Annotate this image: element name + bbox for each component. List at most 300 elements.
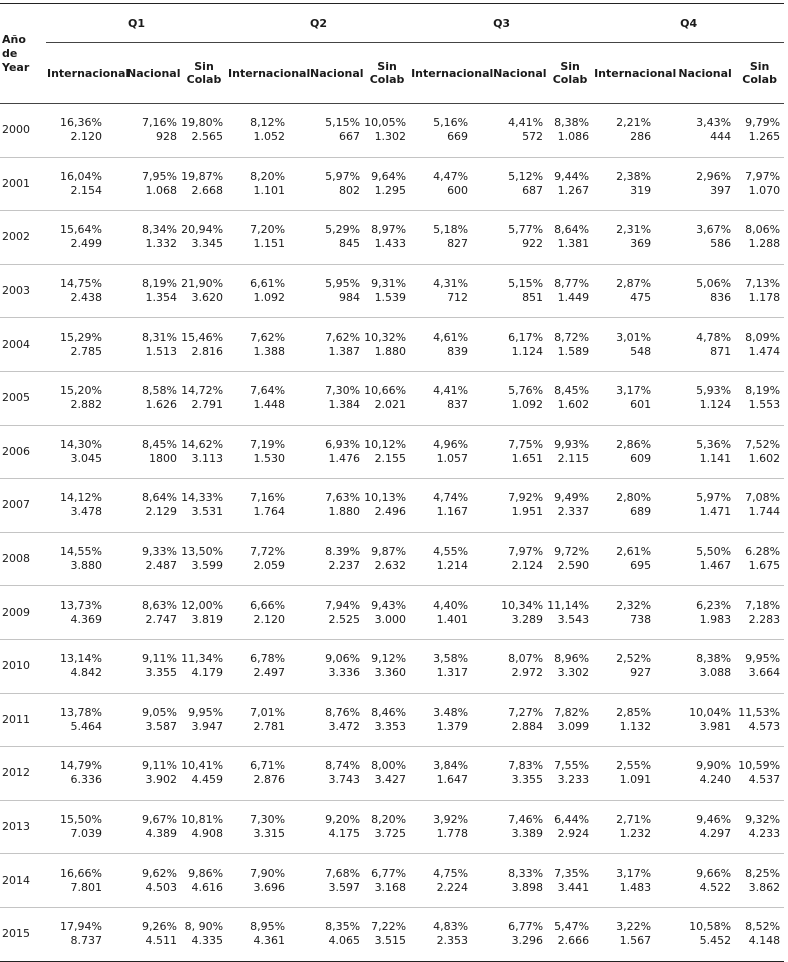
- count-value: 3.336: [328, 666, 361, 680]
- percent-value: 8,25%: [745, 866, 781, 880]
- percent-value: 7,16%: [142, 116, 177, 130]
- count-value: 1.086: [557, 130, 590, 144]
- data-cell: [126, 747, 181, 801]
- count-value: 3.587: [145, 719, 177, 733]
- table-row: [0, 532, 784, 586]
- col-header-no-collab: [547, 43, 593, 104]
- count-value: 1.124: [511, 344, 544, 358]
- quarter-header-q4: Q4: [593, 4, 784, 43]
- count-value: 1.057: [436, 451, 469, 465]
- count-value: 1.302: [374, 130, 407, 144]
- count-value: 1.091: [619, 773, 652, 787]
- count-value: 827: [447, 237, 469, 251]
- count-value: 1.381: [557, 237, 590, 251]
- count-value: 2.154: [70, 183, 102, 197]
- percent-value: 9,06%: [325, 652, 361, 666]
- col-header-no-collab-line-1: Sin: [194, 60, 214, 73]
- count-value: 1.101: [253, 183, 286, 197]
- count-value: 1.295: [374, 183, 407, 197]
- percent-value: 8,06%: [745, 223, 781, 237]
- year-cell: 2008: [2, 552, 30, 566]
- data-cell: [547, 157, 593, 211]
- data-cell: [735, 800, 784, 854]
- percent-value: 11,14%: [547, 598, 590, 612]
- data-cell: [593, 800, 675, 854]
- count-value: 4.908: [191, 827, 224, 841]
- data-cell: [675, 907, 735, 961]
- data-cell: [364, 532, 410, 586]
- col-header-no-collab: [181, 43, 227, 104]
- count-value: 2.237: [328, 559, 361, 573]
- percent-value: 7,97%: [508, 545, 544, 559]
- percent-value: 19,87%: [181, 169, 224, 183]
- count-value: 397: [710, 183, 732, 197]
- percent-value: 9,26%: [142, 920, 177, 934]
- percent-value: 16,36%: [60, 116, 102, 130]
- percent-value: 3.48%: [433, 705, 469, 719]
- percent-value: 15,64%: [60, 223, 102, 237]
- percent-value: 3,84%: [433, 759, 469, 773]
- data-cell: [227, 371, 309, 425]
- count-value: 2.525: [328, 612, 361, 626]
- col-header-national: Nacional: [492, 43, 547, 104]
- count-value: 4.361: [253, 934, 286, 948]
- data-cell: [675, 854, 735, 908]
- data-cell: [410, 907, 492, 961]
- data-cell: [593, 479, 675, 533]
- data-cell: [364, 639, 410, 693]
- count-value: 2.496: [374, 505, 407, 519]
- count-value: 3.441: [557, 880, 590, 894]
- count-value: 4.616: [191, 880, 224, 894]
- year-cell: 2015: [2, 927, 30, 941]
- year-column-header: [0, 4, 46, 104]
- count-value: 1.778: [436, 827, 469, 841]
- count-value: 3.620: [191, 291, 224, 305]
- count-value: 1.167: [436, 505, 469, 519]
- percent-value: 3,22%: [616, 920, 652, 934]
- count-value: 600: [447, 183, 469, 197]
- count-value: 1.288: [748, 237, 781, 251]
- count-value: 3.531: [191, 505, 224, 519]
- count-value: 1.068: [145, 183, 177, 197]
- percent-value: 7,83%: [508, 759, 544, 773]
- percent-value: 7,30%: [250, 813, 286, 827]
- count-value: 3.389: [511, 827, 544, 841]
- data-cell: [364, 264, 410, 318]
- percent-value: 7,63%: [325, 491, 361, 505]
- count-value: 1.647: [436, 773, 469, 787]
- table-row: [0, 157, 784, 211]
- data-cell: [735, 532, 784, 586]
- count-value: 2.021: [374, 398, 407, 412]
- count-value: 1.483: [619, 880, 652, 894]
- count-value: 802: [339, 183, 361, 197]
- table-row: [0, 747, 784, 801]
- count-value: 2.785: [70, 344, 102, 358]
- count-value: 1.589: [557, 344, 590, 358]
- count-value: 586: [710, 237, 732, 251]
- count-value: 2.565: [191, 130, 224, 144]
- percent-value: 2,38%: [616, 169, 652, 183]
- quarter-header-q1: Q1: [46, 4, 227, 43]
- percent-value: 8, 90%: [184, 920, 224, 934]
- count-value: 3.819: [191, 612, 224, 626]
- percent-value: 14,33%: [181, 491, 224, 505]
- percent-value: 7,30%: [325, 384, 361, 398]
- count-value: 4.065: [328, 934, 361, 948]
- count-value: 3.302: [557, 666, 590, 680]
- data-cell: [492, 854, 547, 908]
- percent-value: 2,80%: [616, 491, 652, 505]
- count-value: 2.791: [191, 398, 224, 412]
- data-cell: [181, 586, 227, 640]
- count-value: 2.972: [511, 666, 544, 680]
- percent-value: 4,40%: [433, 598, 469, 612]
- percent-value: 7,62%: [250, 330, 286, 344]
- data-cell: [593, 532, 675, 586]
- data-cell: [364, 157, 410, 211]
- data-cell: [735, 371, 784, 425]
- year-header-line-2: Year: [2, 60, 30, 74]
- count-value: 2.884: [511, 719, 544, 733]
- count-value: 6.336: [70, 773, 102, 787]
- count-value: 3.862: [748, 880, 781, 894]
- data-cell: [410, 157, 492, 211]
- count-value: 1.401: [436, 612, 469, 626]
- data-cell: [492, 425, 547, 479]
- data-cell: [126, 371, 181, 425]
- col-header-no-collab-line-2: Colab: [742, 73, 777, 86]
- data-cell: [181, 157, 227, 211]
- data-cell: [675, 157, 735, 211]
- percent-value: 9,46%: [696, 813, 732, 827]
- data-cell: [126, 318, 181, 372]
- percent-value: 2,71%: [616, 813, 652, 827]
- data-cell: [675, 371, 735, 425]
- count-value: 1.265: [748, 130, 781, 144]
- data-cell: [46, 693, 126, 747]
- col-header-international: Internacional: [410, 43, 492, 104]
- data-cell: [181, 479, 227, 533]
- percent-value: 7,97%: [745, 169, 781, 183]
- data-cell: [309, 479, 364, 533]
- count-value: 1.317: [436, 666, 469, 680]
- table-row: [0, 479, 784, 533]
- data-cell: [46, 586, 126, 640]
- percent-value: 8,38%: [554, 116, 590, 130]
- data-cell: [46, 747, 126, 801]
- count-value: 4.522: [699, 880, 732, 894]
- count-value: 4.335: [191, 934, 224, 948]
- data-cell: [227, 479, 309, 533]
- percent-value: 9,93%: [554, 437, 590, 451]
- count-value: 475: [630, 291, 652, 305]
- percent-value: 5,18%: [433, 223, 469, 237]
- count-value: 712: [447, 291, 469, 305]
- data-cell: [547, 264, 593, 318]
- data-cell: [492, 104, 547, 158]
- count-value: 738: [630, 612, 652, 626]
- data-cell: [735, 479, 784, 533]
- count-value: 4.842: [70, 666, 102, 680]
- count-value: 3.543: [557, 612, 590, 626]
- data-cell: [492, 586, 547, 640]
- data-cell: [46, 639, 126, 693]
- data-cell: [46, 854, 126, 908]
- percent-value: 6,44%: [554, 813, 590, 827]
- count-value: 927: [630, 666, 652, 680]
- subheader-row: [0, 43, 784, 104]
- count-value: 7.039: [70, 827, 102, 841]
- percent-value: 5,93%: [696, 384, 732, 398]
- percent-value: 9,62%: [142, 866, 177, 880]
- count-value: 1.141: [699, 451, 732, 465]
- count-value: 667: [339, 130, 361, 144]
- data-cell: [126, 211, 181, 265]
- percent-value: 9,66%: [696, 866, 732, 880]
- data-cell: [46, 157, 126, 211]
- data-cell: [675, 747, 735, 801]
- col-header-no-collab-line-1: Sin: [560, 60, 580, 73]
- percent-value: 2,86%: [616, 437, 652, 451]
- count-value: 1.764: [253, 505, 286, 519]
- col-header-no-collab: [735, 43, 784, 104]
- data-cell: [181, 693, 227, 747]
- percent-value: 10,34%: [501, 598, 544, 612]
- col-header-no-collab: [364, 43, 410, 104]
- percent-value: 3,67%: [696, 223, 732, 237]
- data-cell: [593, 318, 675, 372]
- percent-value: 9,33%: [142, 545, 177, 559]
- count-value: 2.499: [70, 237, 102, 251]
- percent-value: 7,95%: [142, 169, 177, 183]
- count-value: 1.476: [328, 451, 361, 465]
- percent-value: 16,66%: [60, 866, 102, 880]
- percent-value: 7,52%: [745, 437, 781, 451]
- data-cell: [547, 371, 593, 425]
- percent-value: 7,19%: [250, 437, 286, 451]
- data-cell: [126, 425, 181, 479]
- count-value: 5.452: [699, 934, 732, 948]
- percent-value: 14,55%: [60, 545, 102, 559]
- percent-value: 8,95%: [250, 920, 286, 934]
- data-cell: [309, 264, 364, 318]
- percent-value: 13,73%: [60, 598, 102, 612]
- percent-value: 9,20%: [325, 813, 361, 827]
- percent-value: 7,55%: [554, 759, 590, 773]
- year-cell: 2001: [2, 176, 30, 190]
- year-cell: 2007: [2, 498, 30, 512]
- data-cell: [547, 586, 593, 640]
- count-value: 3.045: [70, 451, 102, 465]
- data-cell: [364, 800, 410, 854]
- percent-value: 6,23%: [696, 598, 732, 612]
- percent-value: 2,52%: [616, 652, 652, 666]
- count-value: 2.129: [145, 505, 177, 519]
- count-value: 928: [156, 130, 177, 144]
- data-cell: [675, 425, 735, 479]
- percent-value: 4,31%: [433, 277, 469, 291]
- percent-value: 7,62%: [325, 330, 361, 344]
- count-value: 4.148: [748, 934, 781, 948]
- data-cell: [46, 479, 126, 533]
- percent-value: 2,96%: [696, 169, 732, 183]
- percent-value: 5,77%: [508, 223, 544, 237]
- percent-value: 9,11%: [142, 759, 177, 773]
- percent-value: 13,14%: [60, 652, 102, 666]
- count-value: 2.337: [557, 505, 590, 519]
- percent-value: 5,97%: [696, 491, 732, 505]
- data-cell: [593, 747, 675, 801]
- percent-value: 9,67%: [142, 813, 177, 827]
- count-value: 871: [710, 344, 732, 358]
- count-value: 2.590: [557, 559, 590, 573]
- percent-value: 10,81%: [181, 813, 224, 827]
- count-value: 2.816: [191, 344, 224, 358]
- percent-value: 9,79%: [745, 116, 781, 130]
- data-cell: [410, 264, 492, 318]
- data-cell: [547, 854, 593, 908]
- percent-value: 9,43%: [371, 598, 407, 612]
- count-value: 1.651: [511, 451, 544, 465]
- count-value: 2.283: [748, 612, 781, 626]
- percent-value: 6,61%: [250, 277, 286, 291]
- count-value: 1.092: [511, 398, 544, 412]
- data-cell: [181, 800, 227, 854]
- count-value: 1.602: [748, 451, 781, 465]
- data-cell: [492, 693, 547, 747]
- data-cell: [675, 479, 735, 533]
- percent-value: 15,29%: [60, 330, 102, 344]
- count-value: 3.478: [70, 505, 102, 519]
- data-cell: [547, 532, 593, 586]
- percent-value: 13,50%: [181, 545, 224, 559]
- percent-value: 6,66%: [250, 598, 286, 612]
- data-cell: [309, 907, 364, 961]
- count-value: 4.369: [70, 612, 102, 626]
- count-value: 1.178: [748, 291, 781, 305]
- count-value: 4.459: [191, 773, 224, 787]
- count-value: 1.092: [253, 291, 286, 305]
- data-cell: [593, 371, 675, 425]
- count-value: 4.573: [748, 719, 781, 733]
- count-value: 2.124: [511, 559, 544, 573]
- data-cell: [547, 425, 593, 479]
- count-value: 1.539: [374, 291, 407, 305]
- percent-value: 2,85%: [616, 705, 652, 719]
- data-cell: [309, 157, 364, 211]
- year-cell: 2000: [2, 123, 30, 137]
- percent-value: 7,13%: [745, 277, 781, 291]
- percent-value: 5,06%: [696, 277, 732, 291]
- data-cell: [593, 157, 675, 211]
- percent-value: 10,13%: [364, 491, 407, 505]
- percent-value: 9,12%: [371, 652, 407, 666]
- percent-value: 7,35%: [554, 866, 590, 880]
- year-cell: 2009: [2, 605, 30, 619]
- count-value: 1.214: [436, 559, 469, 573]
- percent-value: 2,87%: [616, 277, 652, 291]
- count-value: 1800: [149, 451, 177, 465]
- percent-value: 16,04%: [60, 169, 102, 183]
- data-cell: [46, 211, 126, 265]
- count-value: 3.099: [557, 719, 590, 733]
- table-row: [0, 425, 784, 479]
- percent-value: 2,32%: [616, 598, 652, 612]
- count-value: 3.360: [374, 666, 407, 680]
- year-header-line-1: Año de: [2, 32, 26, 60]
- percent-value: 8,46%: [371, 705, 407, 719]
- count-value: 3.664: [748, 666, 781, 680]
- percent-value: 14,30%: [60, 437, 102, 451]
- data-cell: [126, 586, 181, 640]
- year-cell: 2004: [2, 337, 30, 351]
- data-cell: [227, 693, 309, 747]
- percent-value: 12,00%: [181, 598, 224, 612]
- percent-value: 5,95%: [325, 277, 361, 291]
- percent-value: 7,90%: [250, 866, 286, 880]
- data-cell: [410, 639, 492, 693]
- count-value: 609: [630, 451, 652, 465]
- data-cell: [410, 104, 492, 158]
- data-cell: [46, 907, 126, 961]
- percent-value: 8,45%: [554, 384, 590, 398]
- data-cell: [126, 157, 181, 211]
- year-cell: 2003: [2, 284, 30, 298]
- year-cell: 2006: [2, 444, 30, 458]
- count-value: 4.233: [748, 827, 781, 841]
- data-cell: [181, 264, 227, 318]
- percent-value: 8,63%: [142, 598, 177, 612]
- count-value: 3.353: [374, 719, 407, 733]
- data-cell: [735, 211, 784, 265]
- percent-value: 4,47%: [433, 169, 469, 183]
- data-cell: [181, 104, 227, 158]
- data-cell: [593, 639, 675, 693]
- count-value: 286: [630, 130, 652, 144]
- count-value: 845: [339, 237, 361, 251]
- data-cell: [309, 747, 364, 801]
- data-cell: [675, 264, 735, 318]
- count-value: 8.737: [70, 934, 102, 948]
- count-value: 851: [522, 291, 544, 305]
- percent-value: 5,47%: [554, 920, 590, 934]
- data-cell: [410, 854, 492, 908]
- percent-value: 8,72%: [554, 330, 590, 344]
- count-value: 1.448: [253, 398, 286, 412]
- percent-value: 3,17%: [616, 384, 652, 398]
- count-value: 4.537: [748, 773, 781, 787]
- percent-value: 14,62%: [181, 437, 224, 451]
- count-value: 2.115: [557, 451, 590, 465]
- count-value: 548: [630, 344, 652, 358]
- data-cell: [227, 104, 309, 158]
- data-cell: [492, 264, 547, 318]
- table-row: [0, 318, 784, 372]
- percent-value: 8.39%: [325, 545, 361, 559]
- data-cell: [309, 318, 364, 372]
- data-cell: [181, 907, 227, 961]
- count-value: 687: [522, 183, 544, 197]
- count-value: 2.224: [436, 880, 469, 894]
- year-cell: 2011: [2, 712, 30, 726]
- count-value: 1.433: [374, 237, 407, 251]
- count-value: 2.924: [557, 827, 590, 841]
- data-cell: [126, 532, 181, 586]
- percent-value: 14,12%: [60, 491, 102, 505]
- col-header-national: Nacional: [309, 43, 364, 104]
